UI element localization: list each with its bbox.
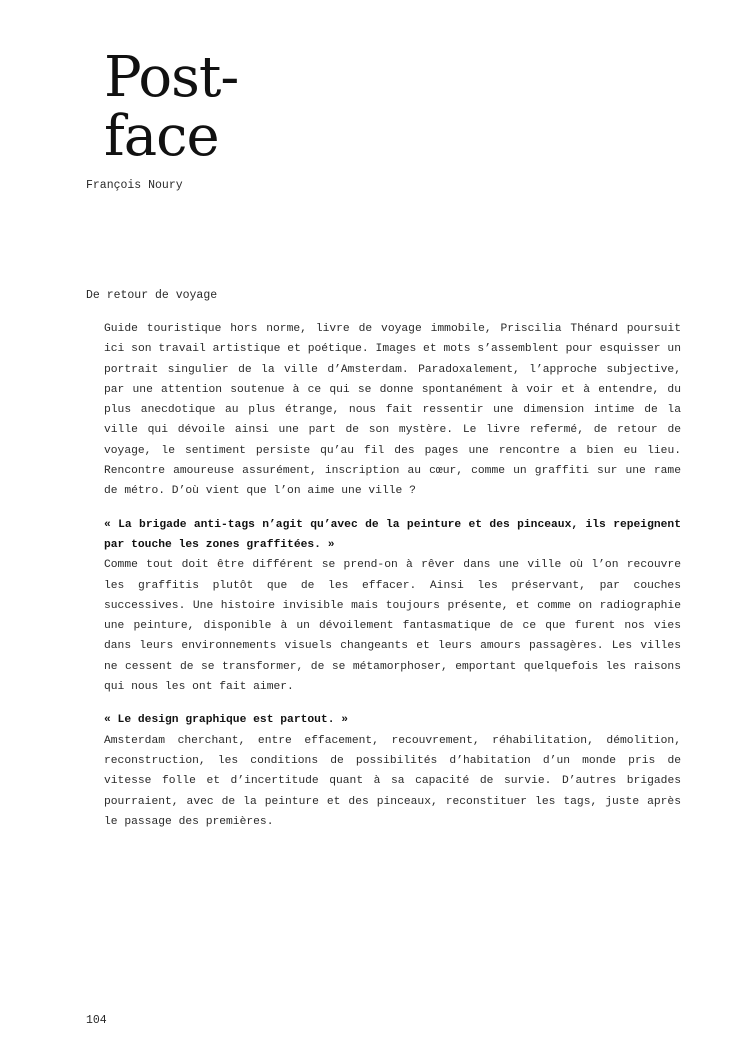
page-number: 104 — [86, 1014, 107, 1027]
paragraph-2-block — [104, 515, 681, 698]
paragraph-2: Comme tout doit être différent se prend-on à rêver dans une ville où l’on recouvre les graffitis plutôt que de les effacer. Ainsi les préservant, par couches successives. Une histoire invisible mais toujours présente, et comme on radiographie une peinture, disponible à un dévoilement fantasmatique de ce que furent nos vies dans leurs environnements visuels changeants et leurs amours passagères. Les villes ne cessent de se transformer, de se métamorphoser, emportant quelquefois les raisons qui nous les ont fait aimer. — [104, 559, 681, 694]
quote-1: « La brigade anti-tags n’agit qu’avec de la peinture et des pinceaux, ils repeignent par touche les zones graffitées. » — [104, 518, 681, 551]
body-text — [104, 319, 681, 845]
section-heading: De retour de voyage — [86, 289, 218, 302]
quote-2: « Le design graphique est partout. » — [104, 714, 349, 727]
paragraph-3-block — [104, 710, 681, 832]
paragraph-1: Guide touristique hors norme, livre de voyage immobile, Priscilia Thénard poursuit ici son travail artistique et poétique. Images et mots s’assemblent pour esquisser un portrait singulier de la ville d’Amsterdam. Paradoxalement, l’approche subjective, par une attention soutenue à ce qui se donne spontanément à voir et à entendre, du plus anecdotique au plus étrange, nous fait ressentir une dimension intime de la ville qui dévoile ainsi une part de son mystère. Le livre refermé, de retour de voyage, le sentiment persiste qu’au fil des pages une rencontre a bien eu lieu. Rencontre amoureuse assurément, inscription au cœur, comme un graffiti sur une rame de métro. D’où vient que l’on aime une ville ? — [104, 323, 681, 498]
page-title — [104, 45, 239, 169]
paragraph-3: Amsterdam cherchant, entre effacement, recouvrement, réhabilitation, démolition, reconstruction, les conditions de possibilités d’habitation d’un monde pris de vitesse folle et d’incertitude quant à sa capacité de survie. D’autres brigades pourraient, avec de la peinture et des pinceaux, reconstituer les tags, juste après le passage des premières. — [104, 734, 681, 828]
page-title-line-1: Post- — [104, 45, 239, 110]
author-name: François Noury — [86, 179, 183, 192]
page-title-line-2: face — [104, 104, 219, 169]
